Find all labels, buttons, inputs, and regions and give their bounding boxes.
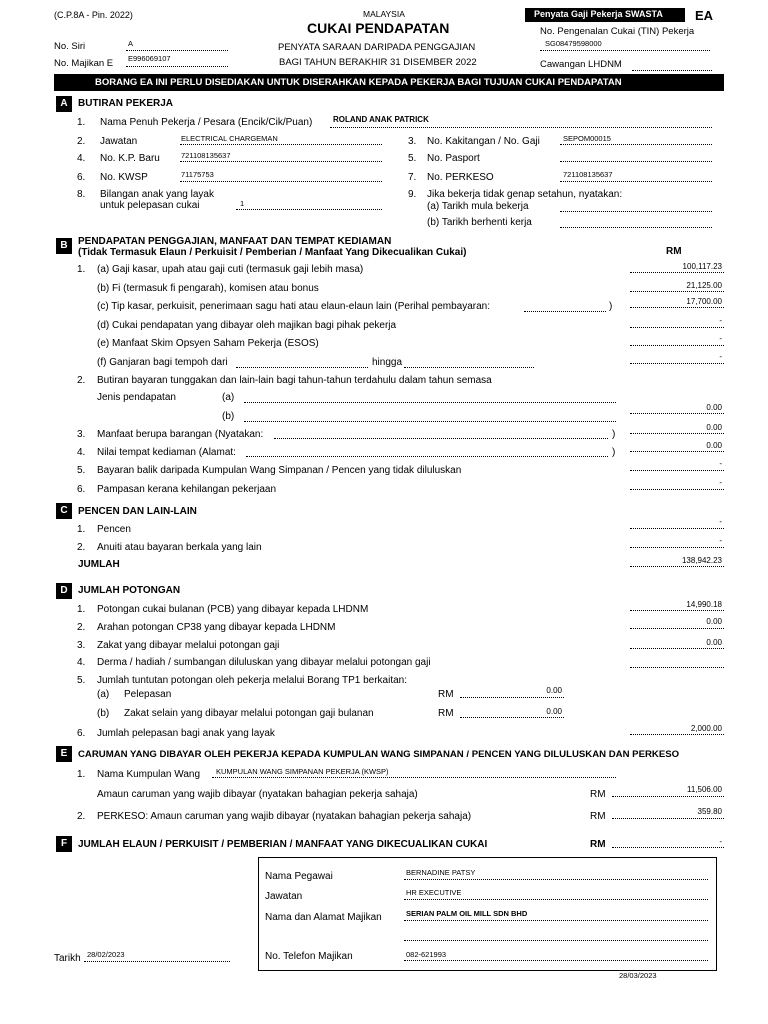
b1a-value: 100,117.23: [682, 262, 722, 271]
b6-number: 6.: [77, 484, 86, 495]
d5-number: 5.: [77, 675, 86, 686]
b1b-value: 21,125.00: [686, 281, 722, 290]
b1d-value: -: [719, 316, 722, 325]
d1-line: [630, 610, 724, 611]
d3-line: [630, 648, 724, 649]
a6-line: [180, 181, 382, 182]
e1-number: 1.: [77, 769, 86, 780]
b4-value: 0.00: [706, 441, 722, 450]
b1f-value: -: [719, 352, 722, 361]
b1f-line-from: [236, 367, 368, 368]
b2a-line: [244, 402, 616, 403]
d3-value: 0.00: [706, 638, 722, 647]
section-d-title: JUMLAH POTONGAN: [78, 585, 181, 596]
employer-line-2: [404, 940, 708, 941]
tin-line: [540, 50, 710, 51]
b1e-label: (e) Manfaat Skim Opsyen Saham Pekerja (ESOS): [97, 338, 319, 349]
phone-value: 082-621993: [406, 950, 447, 959]
date-line: [84, 961, 230, 962]
d2-number: 2.: [77, 622, 86, 633]
a2-number: 2.: [77, 136, 86, 147]
section-e-badge: E: [56, 746, 72, 762]
a8-line: [236, 209, 382, 210]
officer-value: BERNADINE PATSY: [406, 868, 476, 877]
d5a-value: 0.00: [546, 686, 562, 695]
a7-line: [560, 181, 712, 182]
a4-number: 4.: [77, 153, 86, 164]
e2-line: [612, 818, 724, 819]
b1-number: 1.: [77, 264, 86, 275]
a6-number: 6.: [77, 172, 86, 183]
a6-value: 71175753: [181, 170, 214, 179]
d1-number: 1.: [77, 604, 86, 615]
d6-line: [630, 734, 724, 735]
a6-label: No. KWSP: [100, 172, 148, 183]
b2b-label: (b): [222, 411, 235, 422]
b1c-line-inline: [524, 311, 606, 312]
d5b-value: 0.00: [546, 707, 562, 716]
a3-label: No. Kakitangan / No. Gaji: [427, 136, 540, 147]
total-line: [630, 566, 724, 567]
b1a-label: (a) Gaji kasar, upah atau gaji cuti (termasuk gaji lebih masa): [97, 264, 364, 275]
b1f-line: [630, 363, 724, 364]
a5-number: 5.: [408, 153, 417, 164]
b1d-line: [630, 327, 724, 328]
siri-value: A: [128, 39, 134, 48]
subtitle-1: PENYATA SARAAN DARIPADA PENGGAJIAN: [278, 42, 476, 53]
d5-label: Jumlah tuntutan potongan oleh pekerja melalui Borang TP1 berkaitan:: [97, 675, 408, 686]
b1f-line-to: [404, 367, 534, 368]
employer-line-1: [404, 920, 708, 921]
position-line: [404, 899, 708, 900]
e2-number: 2.: [77, 811, 86, 822]
a9b-line: [560, 227, 712, 228]
print-date: 28/03/2023: [619, 971, 657, 980]
phone-label: No. Telefon Majikan: [265, 951, 353, 962]
c2-value: -: [719, 536, 722, 545]
c1-value: -: [719, 517, 722, 526]
section-a-title: BUTIRAN PEKERJA: [78, 98, 174, 109]
officer-label: Nama Pegawai: [265, 871, 333, 882]
b3-line: [630, 433, 724, 434]
c1-line: [630, 528, 724, 529]
section-b-title: PENDAPATAN PENGGAJIAN, MANFAAT DAN TEMPAT KEDIAMAN: [78, 236, 392, 247]
subtitle-2: BAGI TAHUN BERAKHIR 31 DISEMBER 2022: [279, 57, 477, 68]
b2b-line: [244, 421, 616, 422]
b4-line: [630, 451, 724, 452]
a2-label: Jawatan: [100, 136, 138, 147]
a7-label: No. PERKESO: [427, 172, 494, 183]
a2-value: ELECTRICAL CHARGEMAN: [181, 134, 278, 143]
d3-number: 3.: [77, 640, 86, 651]
e1-line: [212, 777, 616, 778]
b1f-to-label: hingga: [372, 357, 403, 368]
b3-value: 0.00: [706, 423, 722, 432]
d5a-label: Pelepasan: [124, 689, 172, 700]
a1-number: 1.: [77, 117, 86, 128]
d1-value: 14,990.18: [686, 600, 722, 609]
b1e-line: [630, 345, 724, 346]
e2-label: PERKESO: Amaun caruman yang wajib dibayar (nyatakan bahagian pekerja sahaja): [97, 811, 472, 822]
section-b-badge: B: [56, 238, 72, 254]
b1c-line: [630, 307, 724, 308]
total-label: JUMLAH: [78, 559, 120, 570]
section-f-value: -: [719, 837, 722, 846]
b6-line: [630, 489, 724, 490]
b1b-label: (b) Fi (termasuk fi pengarah), komisen atau bonus: [97, 283, 319, 294]
section-c-badge: C: [56, 503, 72, 519]
c2-label: Anuiti atau bayaran berkala yang lain: [97, 542, 262, 553]
e1-amount-line: [612, 796, 724, 797]
c2-line: [630, 547, 724, 548]
b1c-close: ): [609, 301, 613, 312]
b2-value: 0.00: [706, 403, 722, 412]
position-label: Jawatan: [265, 891, 303, 902]
section-e-title: CARUMAN YANG DIBAYAR OLEH PEKERJA KEPADA KUMPULAN WANG SIMPANAN / PENCEN YANG DILULUSKAN DAN PERKESO: [78, 749, 680, 760]
majikan-line: [126, 66, 228, 67]
section-f-title: JUMLAH ELAUN / PERKUISIT / PEMBERIAN / MANFAAT YANG DIKECUALIKAN CUKAI: [78, 839, 488, 850]
a8-label-2: untuk pelepasan cukai: [100, 200, 200, 211]
position-value: HR EXECUTIVE: [406, 888, 462, 897]
section-a-badge: A: [56, 96, 72, 112]
b1d-label: (d) Cukai pendapatan yang dibayar oleh majikan bagi pihak pekerja: [97, 320, 397, 331]
a3-value: SEPOM00015: [563, 134, 611, 143]
b4-close: ): [612, 447, 616, 458]
employer-label: Nama dan Alamat Majikan: [265, 912, 382, 923]
b1c-value: 17,700.00: [686, 297, 722, 306]
a4-label: No. K.P. Baru: [100, 153, 160, 164]
e2-rm: RM: [590, 811, 606, 822]
total-value: 138,942.23: [681, 556, 722, 565]
c2-number: 2.: [77, 542, 86, 553]
a1-line: [330, 127, 712, 128]
e1-label: Nama Kumpulan Wang: [97, 769, 201, 780]
b4-number: 4.: [77, 447, 86, 458]
a2-line: [180, 144, 382, 145]
b1f-label: (f) Ganjaran bagi tempoh dari: [97, 357, 228, 368]
branch-label: Cawangan LHDNM: [540, 59, 622, 70]
d5b-rm: RM: [438, 708, 454, 719]
a5-line: [560, 161, 712, 162]
d5b-label: Zakat selain yang dibayar melalui potongan gaji bulanan: [124, 708, 374, 719]
d4-number: 4.: [77, 657, 86, 668]
c1-number: 1.: [77, 524, 86, 535]
d4-label: Derma / hadiah / sumbangan diluluskan yang dibayar melalui potongan gaji: [97, 657, 431, 668]
e1-value: KUMPULAN WANG SIMPANAN PEKERJA (KWSP): [216, 767, 389, 776]
a5-label: No. Pasport: [427, 153, 480, 164]
b4-label: Nilai tempat kediaman (Alamat:: [97, 447, 236, 458]
d5a-rm: RM: [438, 689, 454, 700]
d1-label: Potongan cukai bulanan (PCB) yang dibayar kepada LHDNM: [97, 604, 369, 615]
b6-label: Pampasan kerana kehilangan pekerjaan: [97, 484, 277, 495]
majikan-label: No. Majikan E: [54, 58, 114, 69]
c1-label: Pencen: [97, 524, 131, 535]
d5b-line: [460, 717, 564, 718]
a4-value: 721108135637: [181, 151, 231, 160]
b1a-line: [630, 272, 724, 273]
a9b-label: (b) Tarikh berhenti kerja: [427, 217, 532, 228]
b2-sub-label: Jenis pendapatan: [97, 392, 176, 403]
e1-amount-label: Amaun caruman yang wajib dibayar (nyatakan bahagian pekerja sahaja): [97, 789, 418, 800]
banner-text: BORANG EA INI PERLU DISEDIAKAN UNTUK DISERAHKAN KEPADA PEKERJA BAGI TUJUAN CUKAI PENDAPATAN: [95, 77, 622, 88]
d5a-number: (a): [97, 689, 110, 700]
a8-value: 1: [240, 199, 245, 208]
a8-label-1: Bilangan anak yang layak: [100, 189, 214, 200]
section-f-badge: F: [56, 836, 72, 852]
a1-label: Nama Penuh Pekerja / Pesara (Encik/Cik/Puan): [100, 117, 313, 128]
e1-amount-value: 11,506.00: [687, 785, 722, 794]
section-d-badge: D: [56, 583, 72, 599]
d6-label: Jumlah pelepasan bagi anak yang layak: [97, 728, 275, 739]
a3-number: 3.: [408, 136, 417, 147]
page-title: CUKAI PENDAPATAN: [307, 20, 450, 36]
a9-label: Jika bekerja tidak genap setahun, nyatakan:: [427, 189, 623, 200]
b5-line: [630, 470, 724, 471]
d2-label: Arahan potongan CP38 yang dibayar kepada LHDNM: [97, 622, 336, 633]
siri-label: No. Siri: [54, 41, 86, 52]
b1b-line: [630, 291, 724, 292]
section-f-rm: RM: [590, 839, 606, 850]
phone-line: [404, 960, 708, 961]
a4-line: [180, 161, 382, 162]
tin-value: SG08479598000: [545, 39, 602, 48]
b5-number: 5.: [77, 465, 86, 476]
branch-line: [632, 70, 712, 71]
a9-number: 9.: [408, 189, 417, 200]
d2-line: [630, 628, 724, 629]
a8-number: 8.: [77, 189, 86, 200]
siri-line: [126, 50, 228, 51]
b2-line: [630, 413, 724, 414]
b5-value: -: [719, 459, 722, 468]
d5b-number: (b): [97, 708, 110, 719]
date-value: 28/02/2023: [87, 950, 125, 959]
b1c-label: (c) Tip kasar, perkuisit, penerimaan sagu hati atau elaun-elaun lain (Perihal pembayaran:: [97, 301, 490, 312]
section-f-line: [612, 847, 724, 848]
a3-line: [560, 144, 712, 145]
section-b-rm: RM: [666, 246, 682, 257]
ea-label: EA: [695, 8, 714, 23]
b2a-label: (a): [222, 392, 235, 403]
d6-number: 6.: [77, 728, 86, 739]
tin-label: No. Pengenalan Cukai (TIN) Pekerja: [540, 26, 695, 37]
a9a-label: (a) Tarikh mula bekerja: [427, 201, 529, 212]
d3-label: Zakat yang dibayar melalui potongan gaji: [97, 640, 280, 651]
b6-value: -: [719, 478, 722, 487]
majikan-value: E996069107: [128, 54, 171, 63]
d2-value: 0.00: [706, 617, 722, 626]
section-b-subtitle: (Tidak Termasuk Elaun / Perkuisit / Pemberian / Manfaat Yang Dikecualikan Cukai): [78, 247, 467, 258]
b5-label: Bayaran balik daripada Kumpulan Wang Simpanan / Pencen yang tidak diluluskan: [97, 465, 462, 476]
a9a-line: [560, 211, 712, 212]
b3-line-inline: [274, 438, 608, 439]
b1e-value: -: [719, 334, 722, 343]
a7-value: 721108135637: [563, 170, 613, 179]
b4-line-inline: [246, 456, 608, 457]
country-label: MALAYSIA: [363, 9, 405, 19]
form-type-badge-text: Penyata Gaji Pekerja SWASTA: [534, 9, 663, 19]
d6-value: 2,000.00: [690, 724, 722, 733]
b3-close: ): [612, 429, 616, 440]
e1-rm: RM: [590, 789, 606, 800]
section-c-title: PENCEN DAN LAIN-LAIN: [78, 506, 197, 517]
a1-value: ROLAND ANAK PATRICK: [333, 115, 429, 124]
a7-number: 7.: [408, 172, 417, 183]
d4-line: [630, 667, 724, 668]
d5a-line: [460, 697, 564, 698]
officer-line: [404, 879, 708, 880]
b3-label: Manfaat berupa barangan (Nyatakan:: [97, 429, 264, 440]
date-label: Tarikh: [54, 953, 81, 964]
b2-label: Butiran bayaran tunggakan dan lain-lain bagi tahun-tahun terdahulu dalam tahun semasa: [97, 375, 492, 386]
b3-number: 3.: [77, 429, 86, 440]
form-code: (C.P.8A - Pin. 2022): [54, 10, 133, 20]
b2-number: 2.: [77, 375, 86, 386]
employer-value: SERIAN PALM OIL MILL SDN BHD: [406, 909, 528, 918]
e2-value: 359.80: [697, 807, 722, 816]
